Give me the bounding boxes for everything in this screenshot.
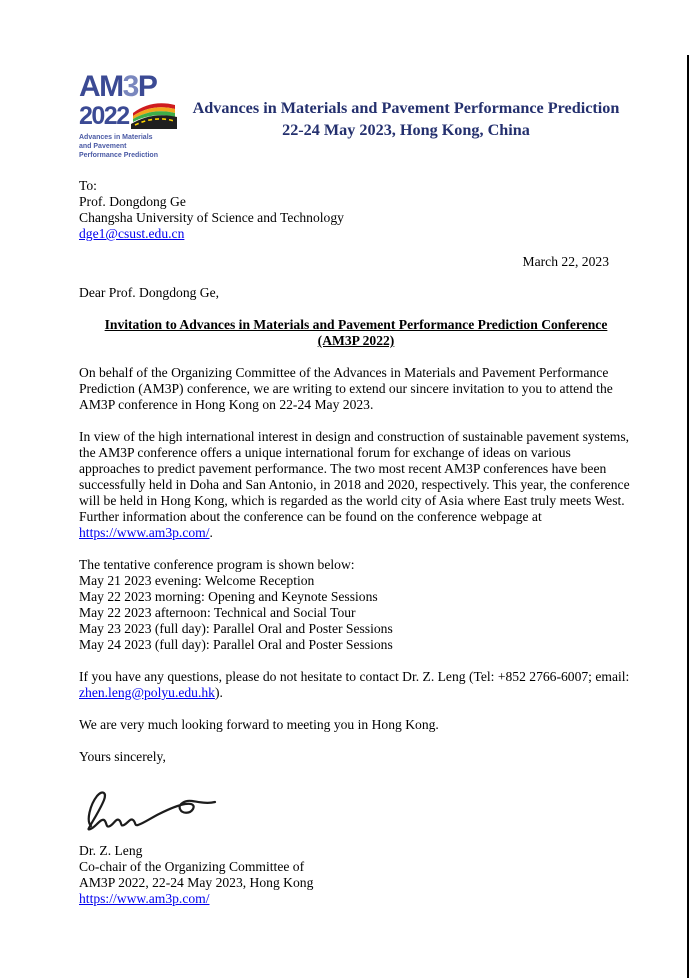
contact-email-link[interactable]: zhen.leng@polyu.edu.hk (79, 685, 215, 700)
letter-header (79, 70, 633, 160)
logo-tagline (79, 133, 179, 160)
signer-title-line2: AM3P 2022, 22-24 May 2023, Hong Kong (79, 875, 314, 890)
am3p-logo (79, 70, 179, 160)
logo-year-row (79, 101, 179, 129)
signer-title-line1: Co-chair of the Organizing Committee of (79, 859, 305, 874)
program-item: May 24 2023 (full day): Parallel Oral and Poster Sessions (79, 637, 393, 652)
conference-webpage-link[interactable]: https://www.am3p.com/ (79, 525, 210, 540)
letter-date: March 22, 2023 (522, 254, 609, 269)
subject-line2: (AM3P 2022) (317, 333, 395, 348)
logo-acronym-p: P (137, 70, 157, 103)
logo-acronym-am: AM (79, 70, 123, 103)
signature-block (79, 843, 633, 907)
program-item: May 23 2023 (full day): Parallel Oral and Poster Sessions (79, 621, 393, 636)
program-block (79, 557, 633, 653)
recipient-name: Prof. Dongdong Ge (79, 194, 186, 209)
conference-title (179, 73, 633, 141)
road-icon (131, 101, 177, 129)
conference-title-line2: 22-24 May 2023, Hong Kong, China (282, 121, 530, 139)
logo-tagline-line1: Advances in Materials (79, 134, 153, 141)
recipient-label: To: (79, 178, 97, 193)
paragraph-invitation: On behalf of the Organizing Committee of the Advances in Materials and Pavement Performance Prediction (AM3P) conference, we are writing to extend our sincere invitation to you to attend the AM3P conference in Hong Kong on 22-24 May 2023. (79, 365, 613, 412)
program-item: May 21 2023 evening: Welcome Reception (79, 573, 315, 588)
logo-tagline-line2: and Pavement (79, 143, 127, 150)
recipient-affiliation: Changsha University of Science and Technology (79, 210, 344, 225)
paragraph-background-text: In view of the high international interest in design and construction of sustainable pavement systems, the AM3P conference offers a unique international forum for exchange of ideas on various approaches to predict pavement performance. The two most recent AM3P conferences have been successfully held in Doha and San Antonio, in 2018 and 2020, respectively. This year, the conference will be held in Hong Kong, which is regarded as the world city of Asia where East truly meets West. Further information about the conference can be found on the conference webpage at (79, 429, 630, 524)
subject-heading (79, 317, 633, 349)
footer-webpage-link[interactable]: https://www.am3p.com/ (79, 891, 210, 906)
recipient-block (79, 178, 633, 242)
logo-acronym (79, 70, 179, 103)
closing-line: We are very much looking forward to meeting you in Hong Kong. (79, 717, 439, 732)
conference-title-line1: Advances in Materials and Pavement Performance Prediction (192, 99, 620, 117)
logo-year: 2022 (79, 102, 129, 130)
signature-image (81, 785, 221, 837)
logo-tagline-line3: Performance Prediction (79, 152, 158, 159)
page-edge-line (687, 55, 689, 978)
logo-acronym-3: 3 (122, 70, 138, 103)
program-intro: The tentative conference program is shown below: (79, 557, 355, 572)
paragraph-background (79, 429, 633, 541)
paragraph-contact (79, 669, 633, 701)
subject-line1: Invitation to Advances in Materials and Pavement Performance Prediction Conference (104, 317, 608, 332)
paragraph-background-period: . (209, 525, 213, 540)
paragraph-contact-text: If you have any questions, please do not hesitate to contact Dr. Z. Leng (Tel: +852 2766-6007; email: (79, 669, 630, 684)
letter-content (79, 70, 633, 907)
recipient-email-link[interactable]: dge1@csust.edu.cn (79, 226, 185, 241)
program-item: May 22 2023 morning: Opening and Keynote Sessions (79, 589, 378, 604)
salutation: Dear Prof. Dongdong Ge, (79, 285, 220, 300)
valediction: Yours sincerely, (79, 749, 166, 764)
signer-name: Dr. Z. Leng (79, 843, 143, 858)
program-item: May 22 2023 afternoon: Technical and Social Tour (79, 605, 356, 620)
paragraph-contact-close: ). (214, 685, 223, 700)
